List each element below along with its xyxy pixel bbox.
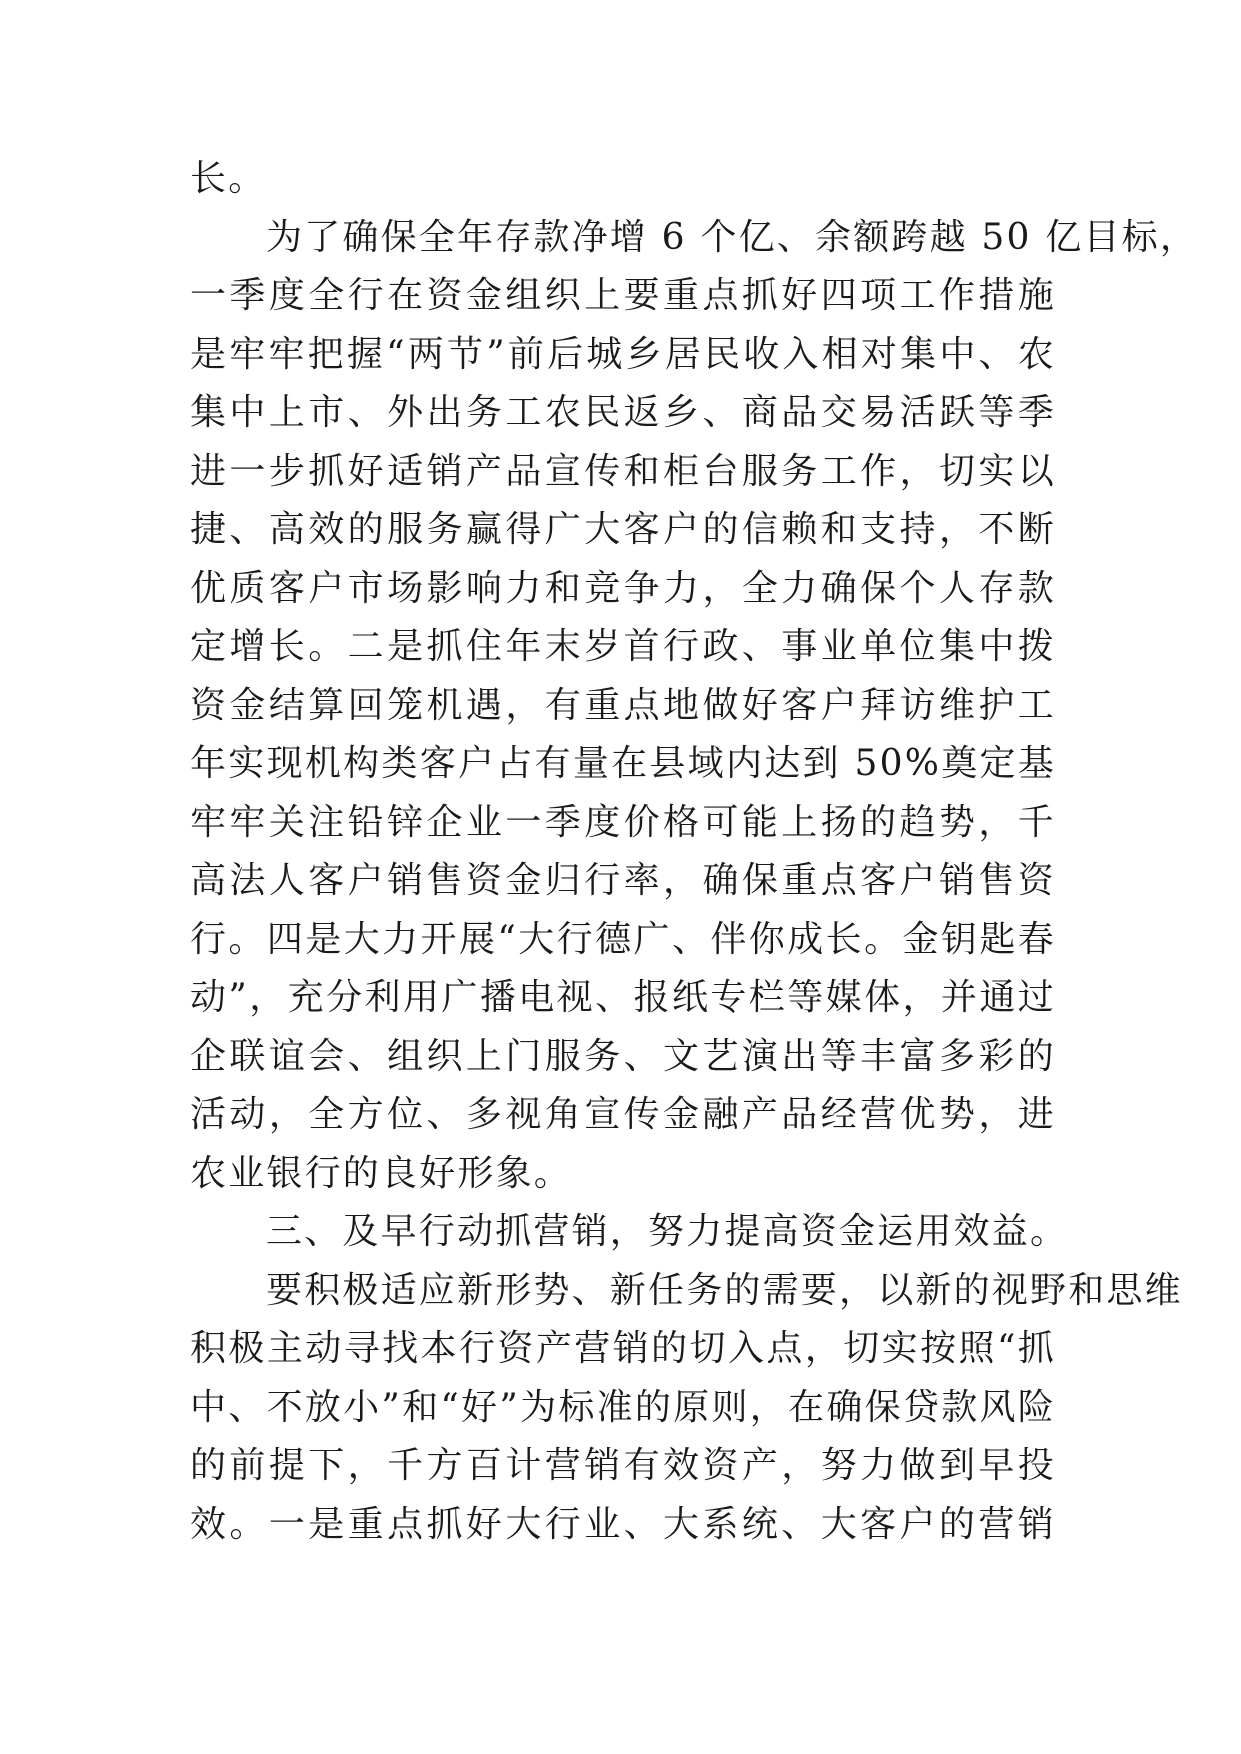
text-line: 的前提下，千方百计营销有效资产，努力做到早投 <box>190 1445 1056 1486</box>
text-line: 优质客户市场影响力和竞争力，全力确保个人存款 <box>190 567 1056 609</box>
paragraph-start-line: 为了确保全年存款净增 6 个亿、余额跨越 50 亿目标， <box>266 216 1199 258</box>
text-line: 动”，充分利用广播电视、报纸专栏等媒体，并通过 <box>190 977 1056 1018</box>
text-line: 进一步抓好适销产品宣传和柜台服务工作，切实以 <box>190 450 1056 492</box>
document-page <box>190 150 1199 1554</box>
text-line: 活动，全方位、多视角宣传金融产品经营优势，进 <box>190 1094 1056 1135</box>
text-line: 牢牢关注铅锌企业一季度价格可能上扬的趋势，千 <box>190 801 1056 843</box>
paragraph-start-line: 要积极适应新形势、新任务的需要，以新的视野和思维 <box>266 1269 1183 1311</box>
section-heading: 三、及早行动抓营销，努力提高资金运用效益。 <box>266 1211 1069 1252</box>
text-line: 年实现机构类客户占有量在县域内达到 50%奠定基 <box>190 743 1056 784</box>
text-line: 长。 <box>190 158 267 199</box>
text-line: 资金结算回笼机遇，有重点地做好客户拜访维护工 <box>190 684 1056 726</box>
text-line: 积极主动寻找本行资产营销的切入点，切实按照“抓 <box>190 1328 1056 1369</box>
text-line: 是牢牢把握“两节”前后城乡居民收入相对集中、农 <box>190 333 1056 375</box>
text-line: 行。四是大力开展“大行德广、伴你成长。金钥匙春 <box>190 918 1056 960</box>
text-line: 定增长。二是抓住年末岁首行政、事业单位集中拨 <box>190 626 1056 667</box>
text-line: 企联谊会、组织上门服务、文艺演出等丰富多彩的 <box>190 1035 1056 1077</box>
text-line: 捷、高效的服务赢得广大客户的信赖和支持，不断 <box>190 509 1056 550</box>
text-line: 农业银行的良好形象。 <box>190 1152 573 1194</box>
text-line: 一季度全行在资金组织上要重点抓好四项工作措施 <box>190 275 1056 316</box>
text-line: 中、不放小”和“好”为标准的原则，在确保贷款风险 <box>190 1386 1056 1428</box>
text-line: 效。一是重点抓好大行业、大系统、大客户的营销 <box>190 1503 1056 1545</box>
text-line: 集中上市、外出务工农民返乡、商品交易活跃等季 <box>190 392 1056 433</box>
text-line: 高法人客户销售资金归行率，确保重点客户销售资 <box>190 860 1056 901</box>
